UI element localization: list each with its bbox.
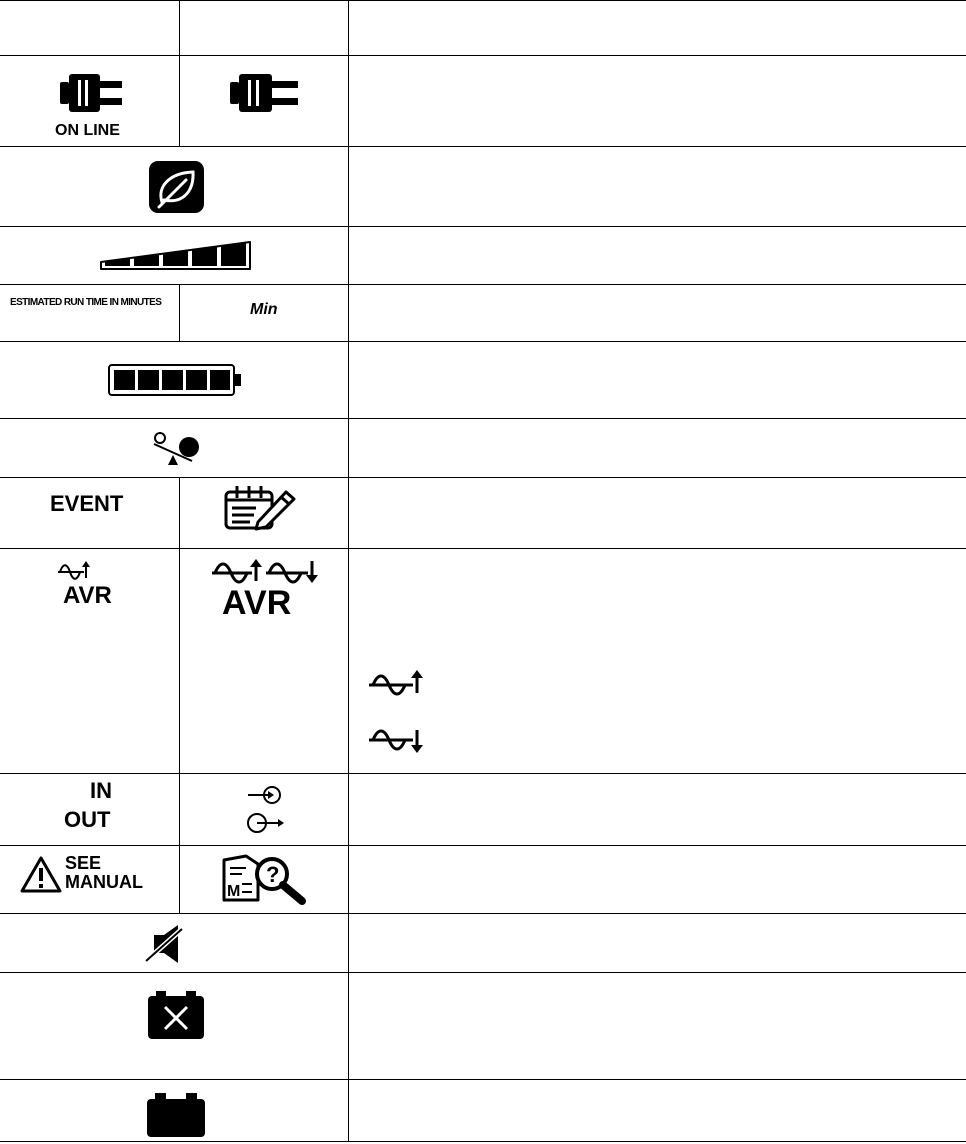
avr-buck-icon [369, 726, 427, 756]
input-circle-icon [248, 785, 282, 805]
manual-label: MANUAL [65, 872, 143, 892]
table-border-bottom [0, 1141, 966, 1142]
column-divider [179, 477, 180, 846]
row-divider [0, 845, 966, 846]
column-divider [179, 284, 180, 342]
ac-plug-icon [60, 74, 126, 112]
column-divider [348, 0, 349, 1142]
row-divider [0, 548, 966, 549]
estimated-run-time-label: ESTIMATED RUN TIME IN MINUTES [10, 297, 162, 308]
row-divider [0, 773, 966, 774]
avr-buck-icon [266, 559, 320, 585]
see-label: SEE [65, 853, 102, 873]
row-divider [0, 913, 966, 914]
table-border-top [0, 0, 966, 1]
avr-large-label: AVR [222, 584, 292, 622]
battery-fault-icon [148, 991, 204, 1039]
avr-label: AVR [63, 582, 112, 609]
ac-plug-icon [230, 74, 302, 112]
battery-capacity-icon [108, 364, 242, 396]
battery-icon [147, 1093, 205, 1137]
min-label: Min [250, 301, 278, 318]
avr-boost-icon [212, 559, 264, 585]
column-divider [179, 0, 180, 56]
row-divider [0, 1079, 966, 1080]
question-mark-glyph: ? [266, 862, 280, 887]
row-divider [0, 341, 966, 342]
warning-triangle-icon [20, 855, 62, 893]
online-label: ON LINE [55, 122, 120, 139]
eco-leaf-icon [149, 161, 204, 213]
row-divider [0, 972, 966, 973]
row-divider [0, 226, 966, 227]
event-label: EVENT [50, 491, 124, 516]
manual-m-letter: M [227, 883, 241, 900]
output-circle-icon [246, 812, 286, 834]
row-divider [0, 418, 966, 419]
column-divider [179, 55, 180, 147]
row-divider [0, 477, 966, 478]
event-log-notepad-icon [220, 486, 302, 530]
in-label: IN [90, 778, 112, 803]
avr-wave-icon [58, 560, 94, 580]
row-divider [0, 146, 966, 147]
mute-speaker-icon [144, 923, 184, 965]
avr-boost-icon [369, 669, 427, 697]
overload-seesaw-icon [152, 430, 202, 466]
manual-search-icon [222, 854, 308, 904]
column-divider [179, 845, 180, 914]
out-label: OUT [64, 807, 111, 832]
load-level-bar-icon [99, 240, 252, 271]
row-divider [0, 55, 966, 56]
row-divider [0, 284, 966, 285]
